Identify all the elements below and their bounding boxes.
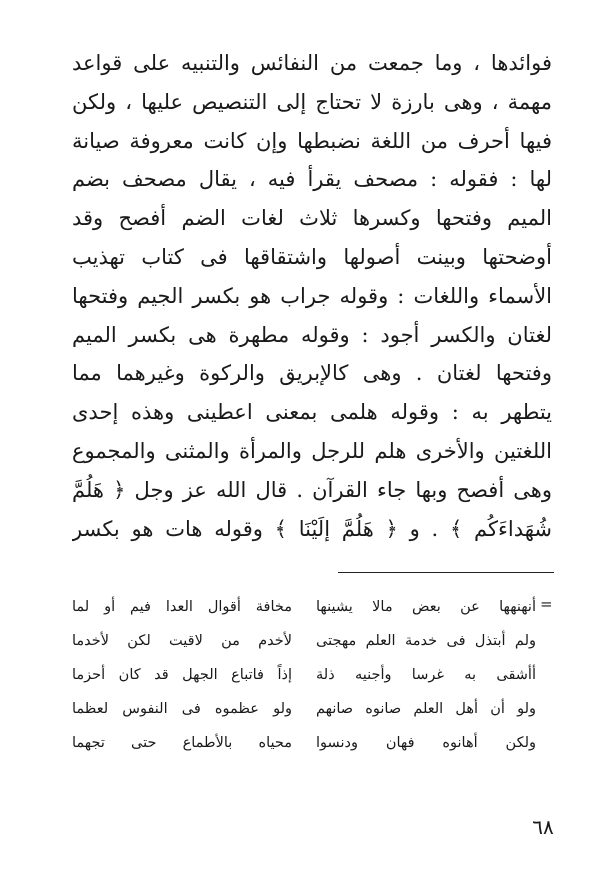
text-line: يتطهر به : وقوله هلمى بمعنى اعطينى وهذه إحدى (72, 400, 552, 425)
text-line: وفتحها لغتان . وهى كالإبريق والركوة وغيرهما مما (72, 361, 552, 386)
text-line: أوضحتها وبينت أصولها واشتقاقها فى كتاب تهذيب (72, 244, 552, 269)
footnote-separator (338, 572, 554, 573)
text-line: مهمة ، وهى بارزة لا تحتاج إلى التنصيص عليها ، ولكن (72, 89, 552, 114)
text-line: شُهَداءَكُم ﴾ . و ﴿ هَلُمَّ إلَيْنَا ﴾ وقوله هات هو بكسر (72, 516, 552, 541)
verse-second-hemistich: ولو عظموه فى النفوس لعظما (72, 701, 292, 717)
verse-second-hemistich: إذاً فاتباع الجهل قد كان أحزما (72, 667, 292, 683)
footnote-poem (72, 590, 536, 760)
verse-first-hemistich: ولم أبتذل فى خدمة العلم مهجتى (316, 633, 536, 649)
poem-verse (72, 624, 536, 658)
page-number: ٦٨ (532, 815, 554, 839)
poem-verse (72, 590, 536, 624)
text-line: الميم وفتحها وكسرها ثلاث لغات الضم أفصح وقد (72, 206, 552, 231)
text-line: لها : فقوله : مصحف يقرأ فيه ، يقال مصحف بضم (72, 167, 552, 192)
text-line: وهى أفصح وبها جاء القرآن . قال الله عز وجل ﴿ هَلُمَّ (72, 477, 552, 502)
verse-first-hemistich: أأشقى به غرسا وأجنيه ذلة (316, 667, 536, 683)
text-line: الأسماء واللغات : وقوله جراب هو بكسر الجيم وفتحها (72, 283, 552, 308)
text-line: فيها أحرف من اللغة نضبطها وإن كانت معروفة صيانة (72, 128, 552, 153)
poem-verse (72, 726, 536, 760)
poem-verse (72, 658, 536, 692)
poem-verse (72, 692, 536, 726)
verse-second-hemistich: محياه بالأطماع حتى تجهما (72, 735, 292, 751)
text-line: فوائدها ، وما جمعت من النفائس والتنبيه على قواعد (72, 51, 552, 75)
footnote-continuation-marker: = (540, 595, 553, 613)
verse-first-hemistich: ولو أن أهل العلم صانوه صانهم (316, 701, 536, 717)
text-line: اللغتين والأخرى هلم للرجل والمرأة والمثنى والمجموع (72, 438, 552, 463)
verse-second-hemistich: لأخدم من لاقيت لكن لأخدما (72, 633, 292, 649)
verse-first-hemistich: ولكن أهانوه فهان ودنسوا (316, 735, 536, 751)
text-line: لغتان والكسر أجود : وقوله مطهرة هى بكسر الميم (72, 322, 552, 347)
verse-first-hemistich: أنهنهها عن بعض مالا يشينها (316, 599, 536, 615)
verse-second-hemistich: مخافة أقوال العدا فيم أو لما (72, 599, 292, 615)
main-text-body (72, 44, 552, 548)
